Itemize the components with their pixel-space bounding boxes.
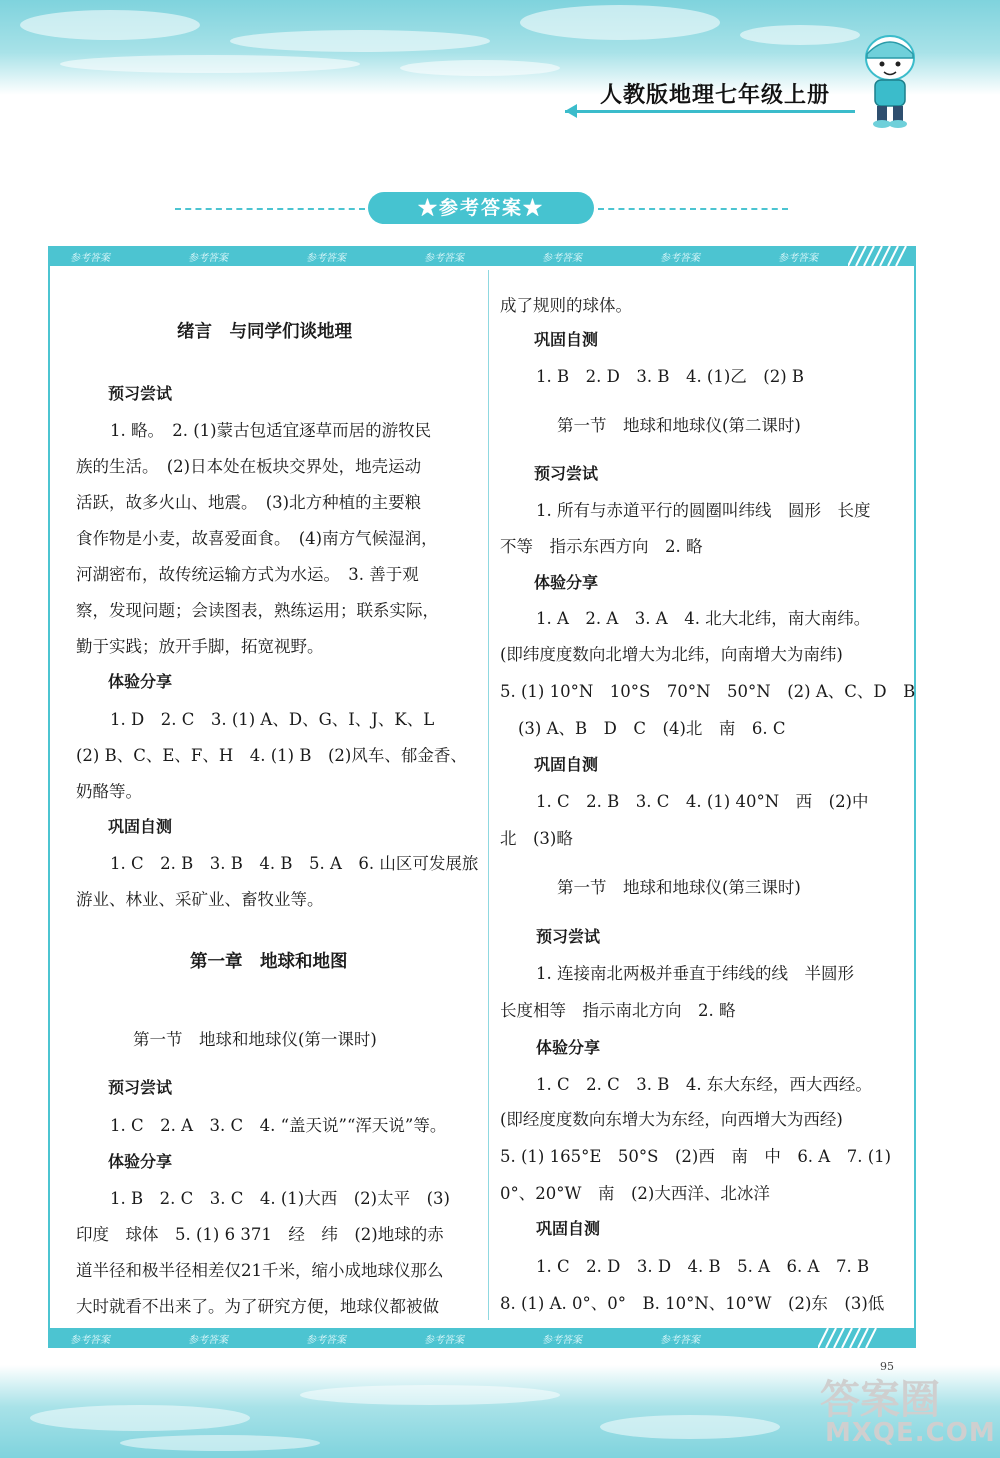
answer-line: 食作物是小麦，故喜爱面食。 (4)南方气候湿润， [76,529,438,548]
section-heading: 巩固自测 [536,1219,601,1238]
chapter-title: 第一章 地球和地图 [190,952,348,972]
answer-line: 1. 所有与赤道平行的圆圈叫纬线 圆形 长度 [536,501,871,520]
answer-line: 河湖密布，故传统运输方式为水运。 3. 善于观 [76,565,419,584]
answer-line: 0°、20°W 南 (2)大西洋、北冰洋 [500,1184,770,1203]
section-heading: 预习尝试 [536,927,601,946]
section-heading: 预习尝试 [534,464,599,483]
bar-label: 参考答案 [306,253,346,264]
section-heading: 体验分享 [108,672,173,691]
answer-line: 察，发现问题；会读图表，熟练运用；联系实际， [76,601,439,620]
page-number: 95 [880,1360,894,1373]
column-divider [488,270,489,1320]
badge-dash-left [175,208,365,210]
answer-line: (即经度度数向东增大为东经，向西增大为西经) [500,1110,843,1129]
lesson-title: 第一节 地球和地球仪(第三课时) [557,878,801,897]
section-heading: 预习尝试 [108,384,173,403]
answer-line: 1. C 2. A 3. C 4. “盖天说”“浑天说”等。 [110,1116,447,1135]
section-heading: 巩固自测 [534,755,599,774]
watermark-url: MXQE.COM [825,1418,996,1448]
header-decorative-band [0,0,1000,95]
mascot-kid-icon [855,32,925,132]
answer-line: 1. B 2. D 3. B 4. (1)乙 (2) B [536,367,805,386]
bar-label: 参考答案 [70,1335,110,1346]
stripe-decoration-icon [848,246,908,266]
answer-line: 不等 指示东西方向 2. 略 [500,537,703,556]
answer-line: 1. C 2. C 3. B 4. 东大东经，西大西经。 [536,1075,872,1094]
bar-label: 参考答案 [424,253,464,264]
answer-line: 大时就看不出来了。为了研究方便，地球仪都被做 [76,1297,439,1316]
answer-line: 1. B 2. C 3. C 4. (1)大西 (2)太平 (3) [110,1189,450,1208]
answer-line: (即纬度度数向北增大为北纬，向南增大为南纬) [500,645,843,664]
intro-title: 绪言 与同学们谈地理 [177,322,352,342]
answer-line: 1. 略。 2. (1)蒙古包适宜逐草而居的游牧民 [110,421,432,440]
answer-line: 5. (1) 165°E 50°S (2)西 南 中 6. A 7. (1) [500,1147,892,1166]
bar-label: 参考答案 [660,1335,700,1346]
answer-line: (2) B、C、E、F、H 4. (1) B (2)风车、郁金香、 [76,746,467,765]
bar-label: 参考答案 [660,253,700,264]
answer-line: 道半径和极半径相差仅21千米，缩小成地球仪那么 [76,1261,444,1280]
answer-line: 印度 球体 5. (1) 6 371 经 纬 (2)地球的赤 [76,1225,444,1244]
bar-label: 参考答案 [188,253,228,264]
answer-line: 1. A 2. A 3. A 4. 北大北纬，南大南纬。 [536,609,871,628]
section-heading: 巩固自测 [108,817,173,836]
answer-line: 成了规则的球体。 [500,296,632,315]
answer-line: 长度相等 指示南北方向 2. 略 [500,1001,736,1020]
section-heading: 预习尝试 [108,1078,173,1097]
bar-label: 参考答案 [542,253,582,264]
watermark-logo: 答案圈 [820,1377,940,1423]
answer-line: 北 (3)略 [500,829,573,848]
answer-line: 奶酪等。 [76,782,142,801]
bar-label: 参考答案 [424,1335,464,1346]
section-heading: 巩固自测 [534,330,599,349]
answer-line: 8. (1) A. 0°、0° B. 10°N、10°W (2)东 (3)低 [500,1294,885,1313]
stripe-decoration-icon [818,1328,878,1348]
section-heading: 体验分享 [536,1038,601,1057]
answer-line: 1. D 2. C 3. (1) A、D、G、I、J、K、L [110,710,435,729]
bar-label: 参考答案 [188,1335,228,1346]
panel-bottom-bar [48,1328,916,1348]
answer-line: 1. C 2. B 3. C 4. (1) 40°N 西 (2)中 [536,792,869,811]
book-title: 人教版地理七年级上册 [600,82,831,108]
answer-line: 游业、林业、采矿业、畜牧业等。 [76,890,324,909]
answer-line: 1. 连接南北两极并垂直于纬线的线 半圆形 [536,964,854,983]
lesson-title: 第一节 地球和地球仪(第二课时) [557,416,801,435]
answer-section-badge: ★参考答案★ [368,192,594,224]
answer-line: (3) A、B D C (4)北 南 6. C [518,719,786,738]
answer-line: 活跃，故多火山、地震。 (3)北方种植的主要粮 [76,493,422,512]
section-heading: 体验分享 [534,573,599,592]
bar-label: 参考答案 [70,253,110,264]
answer-line: 1. C 2. D 3. D 4. B 5. A 6. A 7. B [536,1257,870,1276]
bar-label: 参考答案 [542,1335,582,1346]
panel-top-bar [48,246,916,266]
lesson-title: 第一节 地球和地球仪(第一课时) [133,1030,377,1049]
section-heading: 体验分享 [108,1152,173,1171]
answer-line: 族的生活。 (2)日本处在板块交界处，地壳运动 [76,457,422,476]
bar-label: 参考答案 [778,253,818,264]
answer-line: 勤于实践；放开手脚，拓宽视野。 [76,637,324,656]
answer-line: 1. C 2. B 3. B 4. B 5. A 6. 山区可发展旅 [110,854,479,873]
answer-line: 5. (1) 10°N 10°S 70°N 50°N (2) A、C、D B [500,682,916,701]
title-underline [565,110,855,113]
bar-label: 参考答案 [306,1335,346,1346]
badge-dash-right [598,208,788,210]
